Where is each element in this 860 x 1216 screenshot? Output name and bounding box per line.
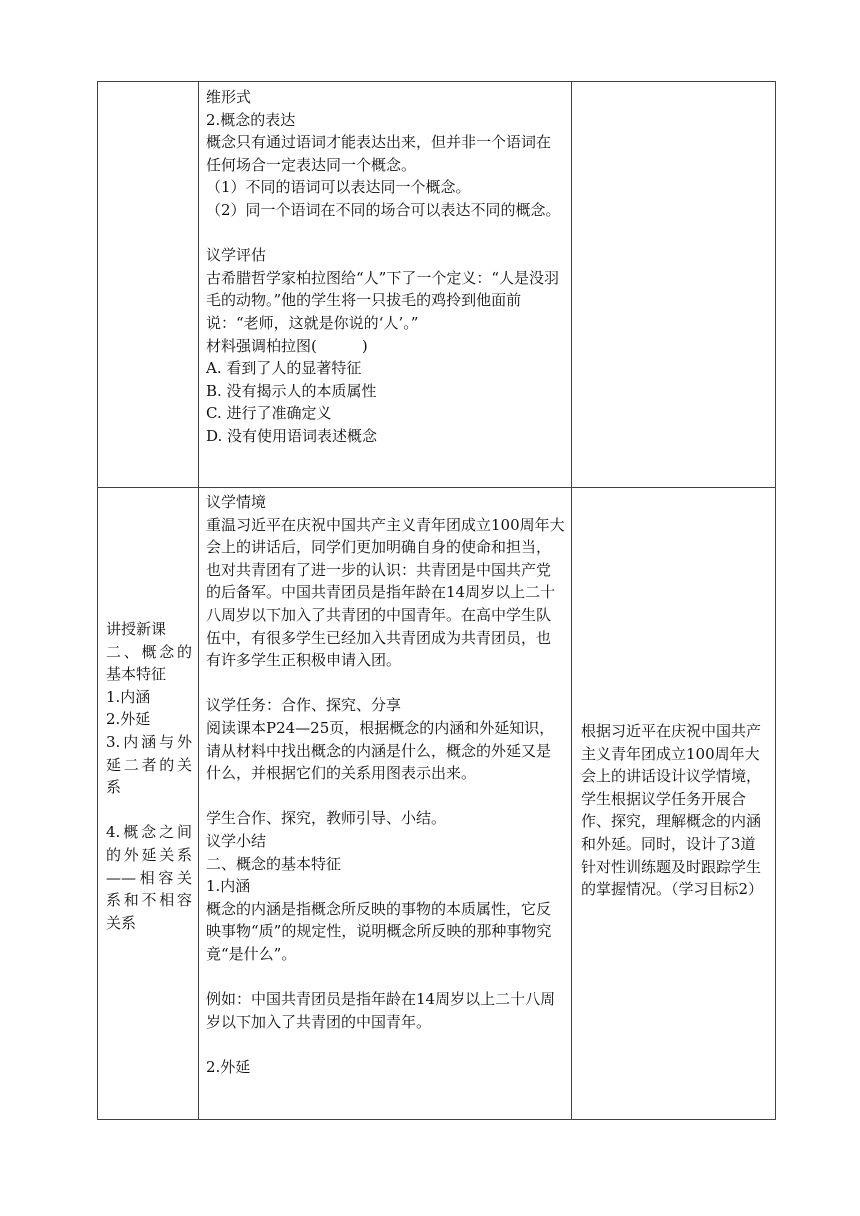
lesson-plan-table [97,81,776,1120]
text-paragraph: （1）不同的语词可以表达同一个概念。 [206,178,471,197]
text-paragraph: 1.内涵 [206,877,251,896]
text-paragraph: 2.外延 [206,1057,251,1076]
blank-line [106,799,192,822]
text-paragraph: 维形式 [206,88,252,106]
table-cell-section [98,488,199,1120]
text-paragraph: A. 看到了人的显著特征 [206,359,362,378]
text-paragraph: 4.概念之间的外延关系——相容关系和不相容关系 [106,823,192,932]
table-cell-design-intent [572,488,776,1120]
row2-section [98,488,198,934]
text-paragraph: 例如：中国共青团员是指年龄在14周岁以上二十八周岁以下加入了共青团的中国青年。 [206,990,556,1031]
text-paragraph: 3.内涵与外延二者的关系 [106,732,192,797]
table-cell-content [199,82,572,488]
text-paragraph: 讲授新课 [106,620,167,638]
table-row [98,488,776,1120]
text-paragraph: 根据习近平在庆祝中国共产主义青年团成立100周年大会上的讲话设计议学情境，学生根据议学任务开展合作、探究，理解概念的内涵和外延。同时，设计了3道针对性训练题及时跟踪学生的掌握情况。（学习目标2） [581,722,764,899]
text-paragraph: D. 没有使用语词表述概念 [206,426,378,445]
text-paragraph: 议学评估 [206,246,267,265]
text-paragraph: 古希腊哲学家柏拉图给“人”下了一个定义：“人是没羽毛的动物。”他的学生将一只拔毛的鸡拎到他面前说：“老师，这就是你说的‘人’。” [206,268,560,332]
text-paragraph: 概念只有通过语词才能表达出来，但并非一个语词在任何场合一定表达同一个概念。 [206,133,552,174]
text-paragraph: 2.外延 [106,710,151,729]
text-paragraph: 2.概念的表达 [206,110,296,129]
table-row [98,82,776,488]
blank-line [206,222,565,245]
text-paragraph: 材料强调柏拉图( ) [206,336,368,355]
blank-line [206,1033,565,1056]
text-paragraph: 二、概念的基本特征 [206,854,342,873]
row2-content [199,488,571,1078]
text-paragraph: 二、概念的基本特征 [106,642,192,684]
blank-line [206,785,565,808]
text-paragraph: 1.内涵 [106,687,151,706]
row1-content [199,82,571,448]
text-paragraph: （2）同一个语词在不同的场合可以表达不同的概念。 [206,200,561,219]
text-paragraph: 议学任务：合作、探究、分享 [206,696,402,715]
text-paragraph: 学生合作、探究，教师引导、小结。 [206,809,447,828]
text-paragraph: 重温习近平在庆祝中国共产主义青年团成立100周年大会上的讲话后，同学们更加明确自身的使命和担当，也对共青团有了进一步的认识：共青团是中国共产党的后备军。中国共青团员是指年龄在14周岁以上二十八周岁以下加入了共青团的中国青年。在高中学生队伍中，有很多学生已经加入共青团成为共青团员，也有许多学生正积极申请入团。 [206,515,565,670]
row2-design-intent [572,488,775,901]
text-paragraph: C. 进行了准确定义 [206,404,332,423]
text-paragraph: 概念的内涵是指概念所反映的事物的本质属性，它反映事物“质”的规定性，说明概念所反映的那种事物究竟“是什么”。 [206,899,552,963]
text-paragraph: 议学情境 [206,493,267,511]
table-cell-section [98,82,199,488]
blank-line [206,965,565,988]
text-paragraph: 议学小结 [206,831,267,850]
table-cell-content [199,488,572,1120]
blank-line [206,672,565,695]
text-paragraph: B. 没有揭示人的本质属性 [206,381,377,400]
text-paragraph: 阅读课本P24—25页，根据概念的内涵和外延知识，请从材料中找出概念的内涵是什么，概念的外延又是什么，并根据它们的关系用图表示出来。 [206,718,555,783]
table-cell-design-intent [572,82,776,488]
